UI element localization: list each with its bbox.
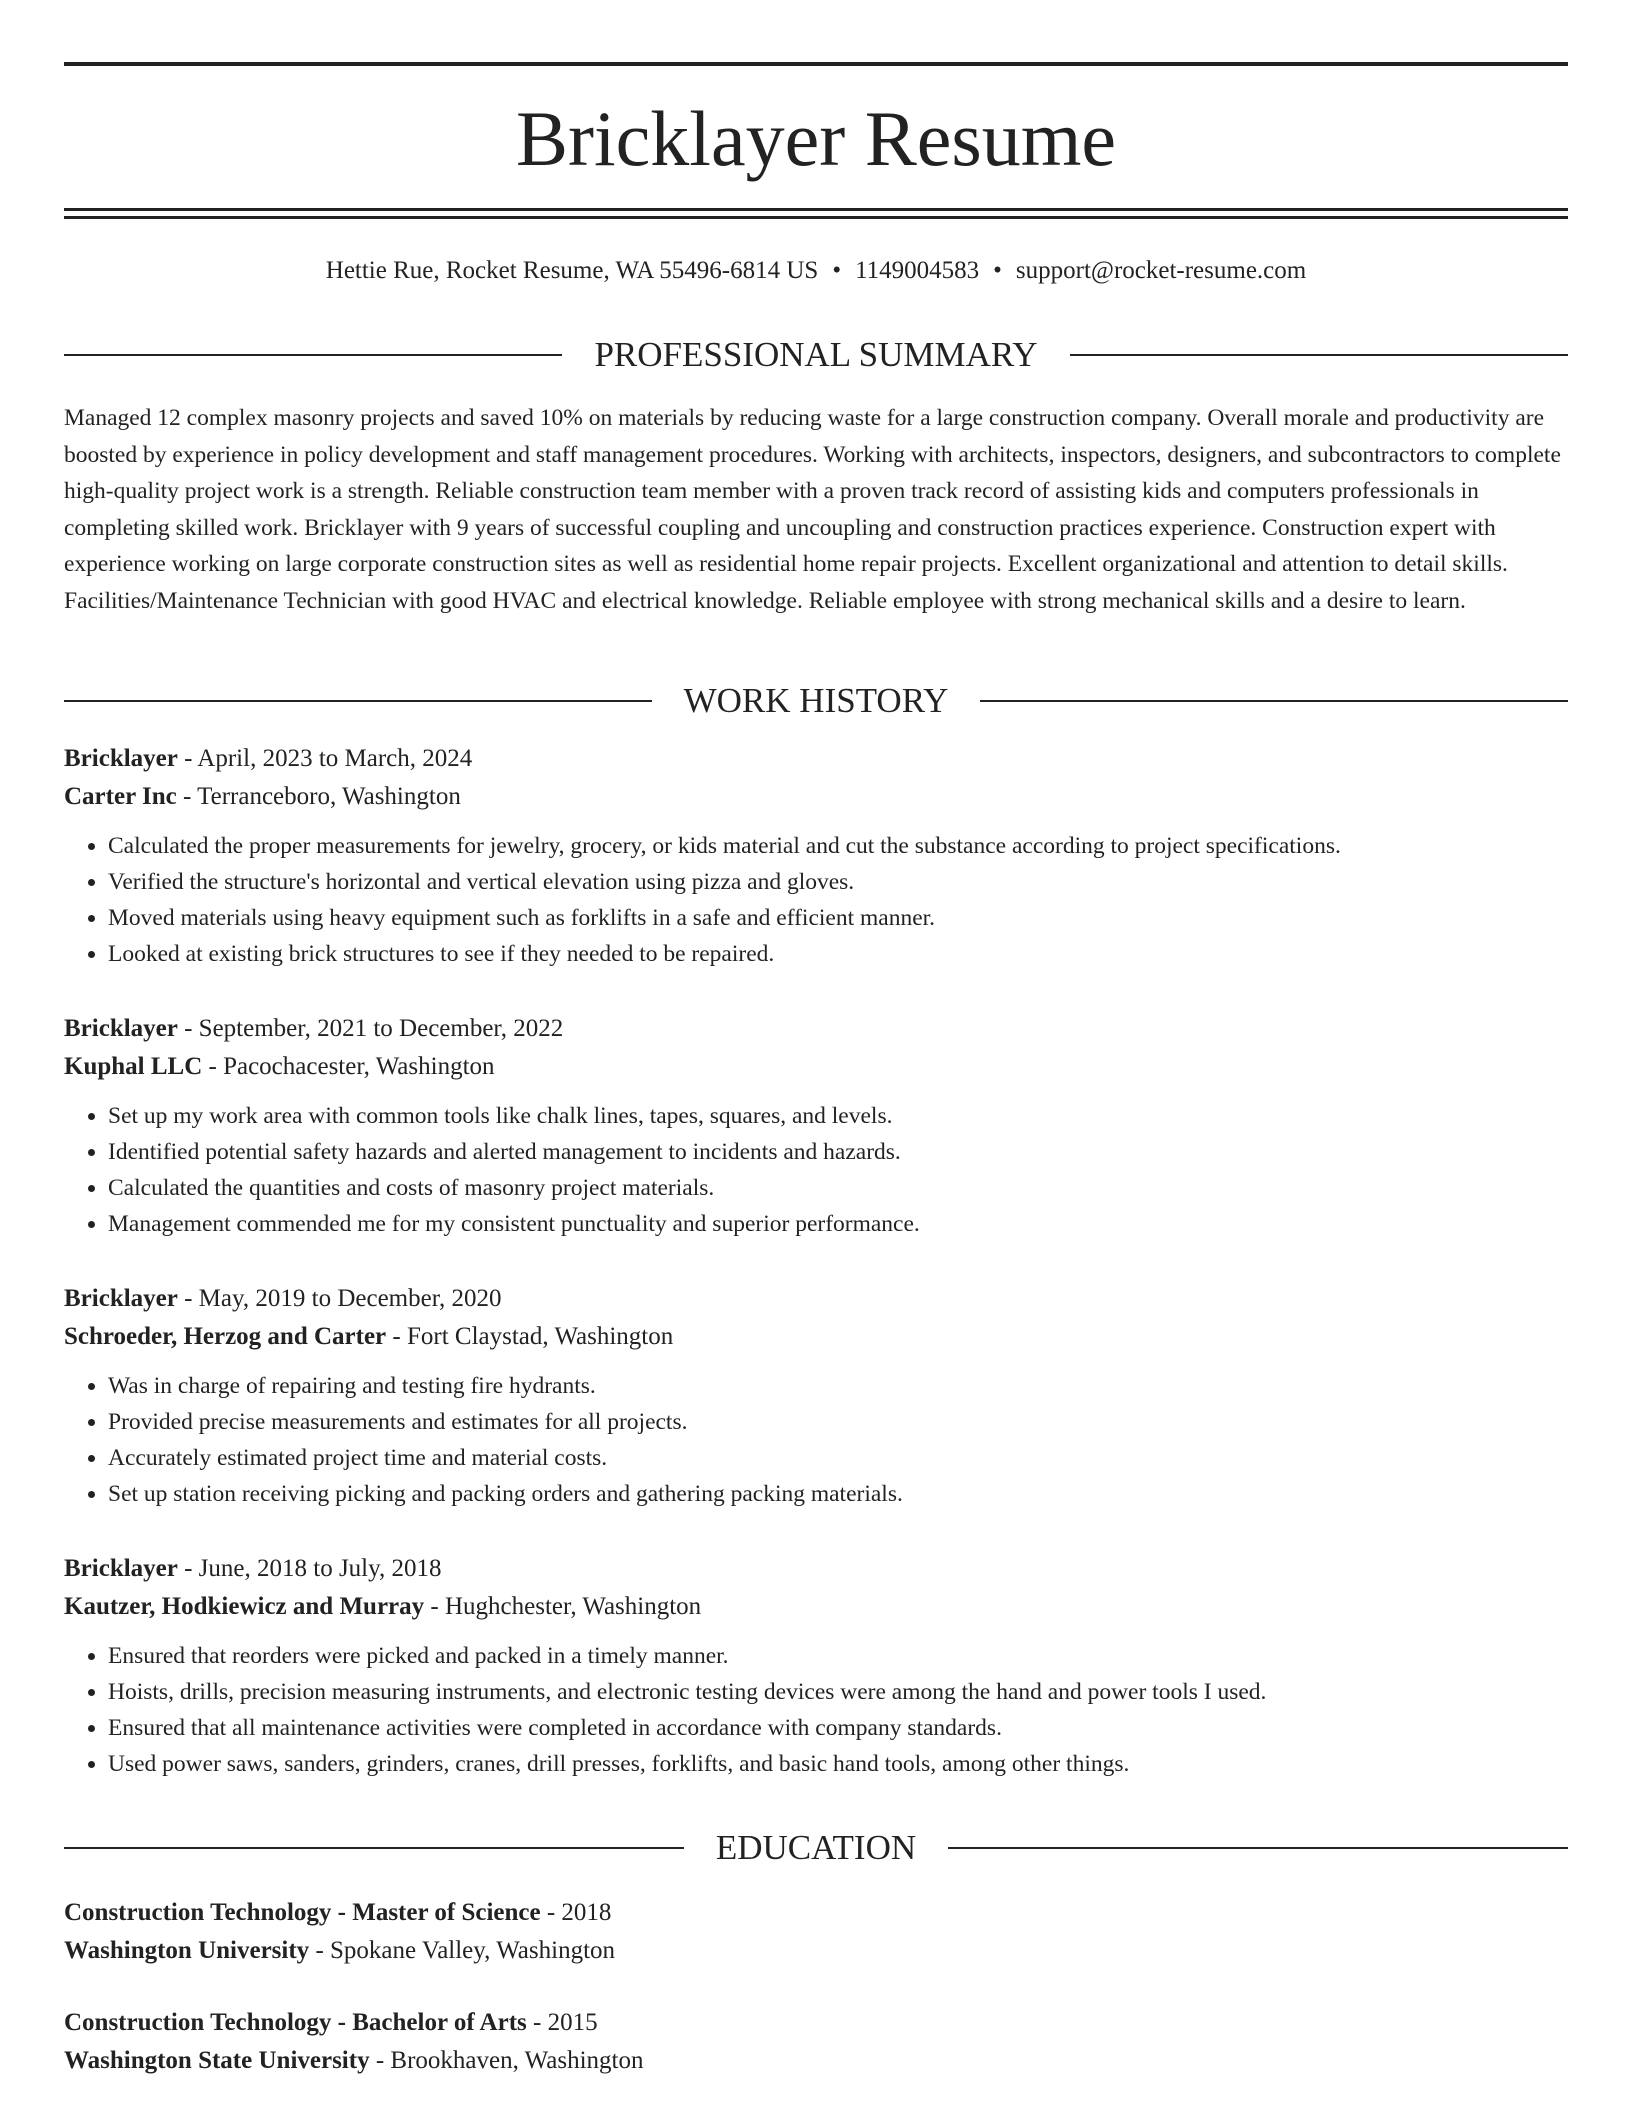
job-bullets xyxy=(64,1638,1568,1782)
job-entry xyxy=(64,1280,1568,1512)
job-dates: - May, 2019 to December, 2020 xyxy=(177,1285,502,1312)
education-entry xyxy=(64,2004,1568,2080)
job-title: Bricklayer xyxy=(64,1285,178,1312)
job-bullet: • Ensured that all maintenance activities were completed in accordance with company standards. xyxy=(108,1710,1568,1746)
job-bullet: • Calculated the quantities and costs of masonry project materials. xyxy=(108,1170,1568,1206)
job-bullets xyxy=(64,1098,1568,1242)
divider xyxy=(64,1847,684,1849)
contact-separator: • xyxy=(993,257,1002,284)
job-bullet: • Verified the structure's horizontal and vertical elevation using pizza and gloves. xyxy=(108,864,1568,900)
resume-title: Bricklayer Resume xyxy=(516,95,1116,182)
job-dates: - September, 2021 to December, 2022 xyxy=(177,1015,564,1042)
summary-heading-label: PROFESSIONAL SUMMARY xyxy=(594,335,1038,374)
job-entry xyxy=(64,740,1568,972)
education-school: Washington State University xyxy=(64,2047,370,2074)
job-location: - Fort Claystad, Washington xyxy=(386,1323,674,1350)
job-location: - Hughchester, Washington xyxy=(424,1593,702,1620)
education-entry xyxy=(64,1894,1568,1970)
work-history-heading-label: WORK HISTORY xyxy=(683,681,949,720)
education-degree: Construction Technology - Bachelor of Arts xyxy=(64,2009,527,2036)
divider xyxy=(64,354,562,356)
job-title: Bricklayer xyxy=(64,1015,178,1042)
education-heading-label: EDUCATION xyxy=(715,1828,917,1867)
job-entry xyxy=(64,1550,1568,1782)
education-degree: Construction Technology - Master of Science xyxy=(64,1899,541,1926)
job-bullets xyxy=(64,828,1568,972)
job-company: Schroeder, Herzog and Carter xyxy=(64,1323,387,1350)
job-bullet: • Management commended me for my consistent punctuality and superior performance. xyxy=(108,1206,1568,1242)
work-history-heading xyxy=(64,679,1568,723)
divider xyxy=(64,700,652,702)
header-top-rule xyxy=(64,62,1568,66)
education-year: - 2018 xyxy=(540,1899,612,1926)
job-bullet: • Looked at existing brick structures to see if they needed to be repaired. xyxy=(108,936,1568,972)
contact-phone: 1149004583 xyxy=(855,257,980,284)
contact-separator: • xyxy=(832,257,842,284)
job-entry xyxy=(64,1010,1568,1242)
job-title: Bricklayer xyxy=(64,745,178,772)
job-company: Kuphal LLC xyxy=(64,1053,203,1080)
job-bullet: • Provided precise measurements and estimates for all projects. xyxy=(108,1404,1568,1440)
job-bullet: • Calculated the proper measurements for jewelry, grocery, or kids material and cut the substance according to project specifications. xyxy=(108,828,1568,864)
contact-email[interactable]: support@rocket-resume.com xyxy=(1015,257,1307,284)
job-company: Kautzer, Hodkiewicz and Murray xyxy=(64,1593,425,1620)
job-bullet: • Hoists, drills, precision measuring instruments, and electronic testing devices were among the hand and power tools I used. xyxy=(108,1674,1568,1710)
job-bullet: • Set up my work area with common tools like chalk lines, tapes, squares, and levels. xyxy=(108,1098,1568,1134)
job-bullet: • Used power saws, sanders, grinders, cranes, drill presses, forklifts, and basic hand tools, among other things. xyxy=(108,1746,1568,1782)
education-location: - Spokane Valley, Washington xyxy=(309,1937,616,1964)
education-year: - 2015 xyxy=(526,2009,598,2036)
job-company: Carter Inc xyxy=(64,783,177,810)
job-bullet: • Was in charge of repairing and testing fire hydrants. xyxy=(108,1368,1568,1404)
job-location: - Terranceboro, Washington xyxy=(176,783,461,810)
divider xyxy=(980,700,1568,702)
job-bullet: • Set up station receiving picking and packing orders and gathering packing materials. xyxy=(108,1476,1568,1512)
job-dates: - April, 2023 to March, 2024 xyxy=(177,745,473,772)
job-bullet: • Moved materials using heavy equipment such as forklifts in a safe and efficient manner. xyxy=(108,900,1568,936)
education-location: - Brookhaven, Washington xyxy=(369,2047,644,2074)
job-bullet: • Ensured that reorders were picked and packed in a timely manner. xyxy=(108,1638,1568,1674)
job-bullet: • Accurately estimated project time and material costs. xyxy=(108,1440,1568,1476)
job-bullets xyxy=(64,1368,1568,1512)
summary-heading xyxy=(64,333,1568,377)
summary-text: Managed 12 complex masonry projects and saved 10% on materials by reducing waste for a large construction company. Overall morale and productivity are boosted by experience in policy development and staff management procedures. Working with architects, inspectors, designers, and subcontractors to complete high-quality project work is a strength. Reliable construction team member with a proven track record of assisting kids and computers professionals in completing skilled work. Bricklayer with 9 years of successful coupling and uncoupling and construction practices experience. Construction expert with experience working on large corporate construction sites as well as residential home repair projects. Excellent organizational and attention to detail skills. Facilities/Maintenance Technician with good HVAC and electrical knowledge. Reliable employee with strong mechanical skills and a desire to learn. xyxy=(64,405,1561,614)
job-bullet: • Identified potential safety hazards and alerted management to incidents and hazards. xyxy=(108,1134,1568,1170)
contact-line xyxy=(64,254,1568,288)
job-dates: - June, 2018 to July, 2018 xyxy=(177,1555,442,1582)
job-location: - Pacochacester, Washington xyxy=(202,1053,495,1080)
education-heading xyxy=(64,1826,1568,1870)
divider xyxy=(948,1847,1568,1849)
divider xyxy=(1070,354,1568,356)
education-school: Washington University xyxy=(64,1937,310,1964)
contact-address: Hettie Rue, Rocket Resume, WA 55496-6814 US xyxy=(325,257,819,284)
header-bottom-rule xyxy=(64,208,1568,211)
header-bottom-rule-2 xyxy=(64,216,1568,219)
job-title: Bricklayer xyxy=(64,1555,178,1582)
